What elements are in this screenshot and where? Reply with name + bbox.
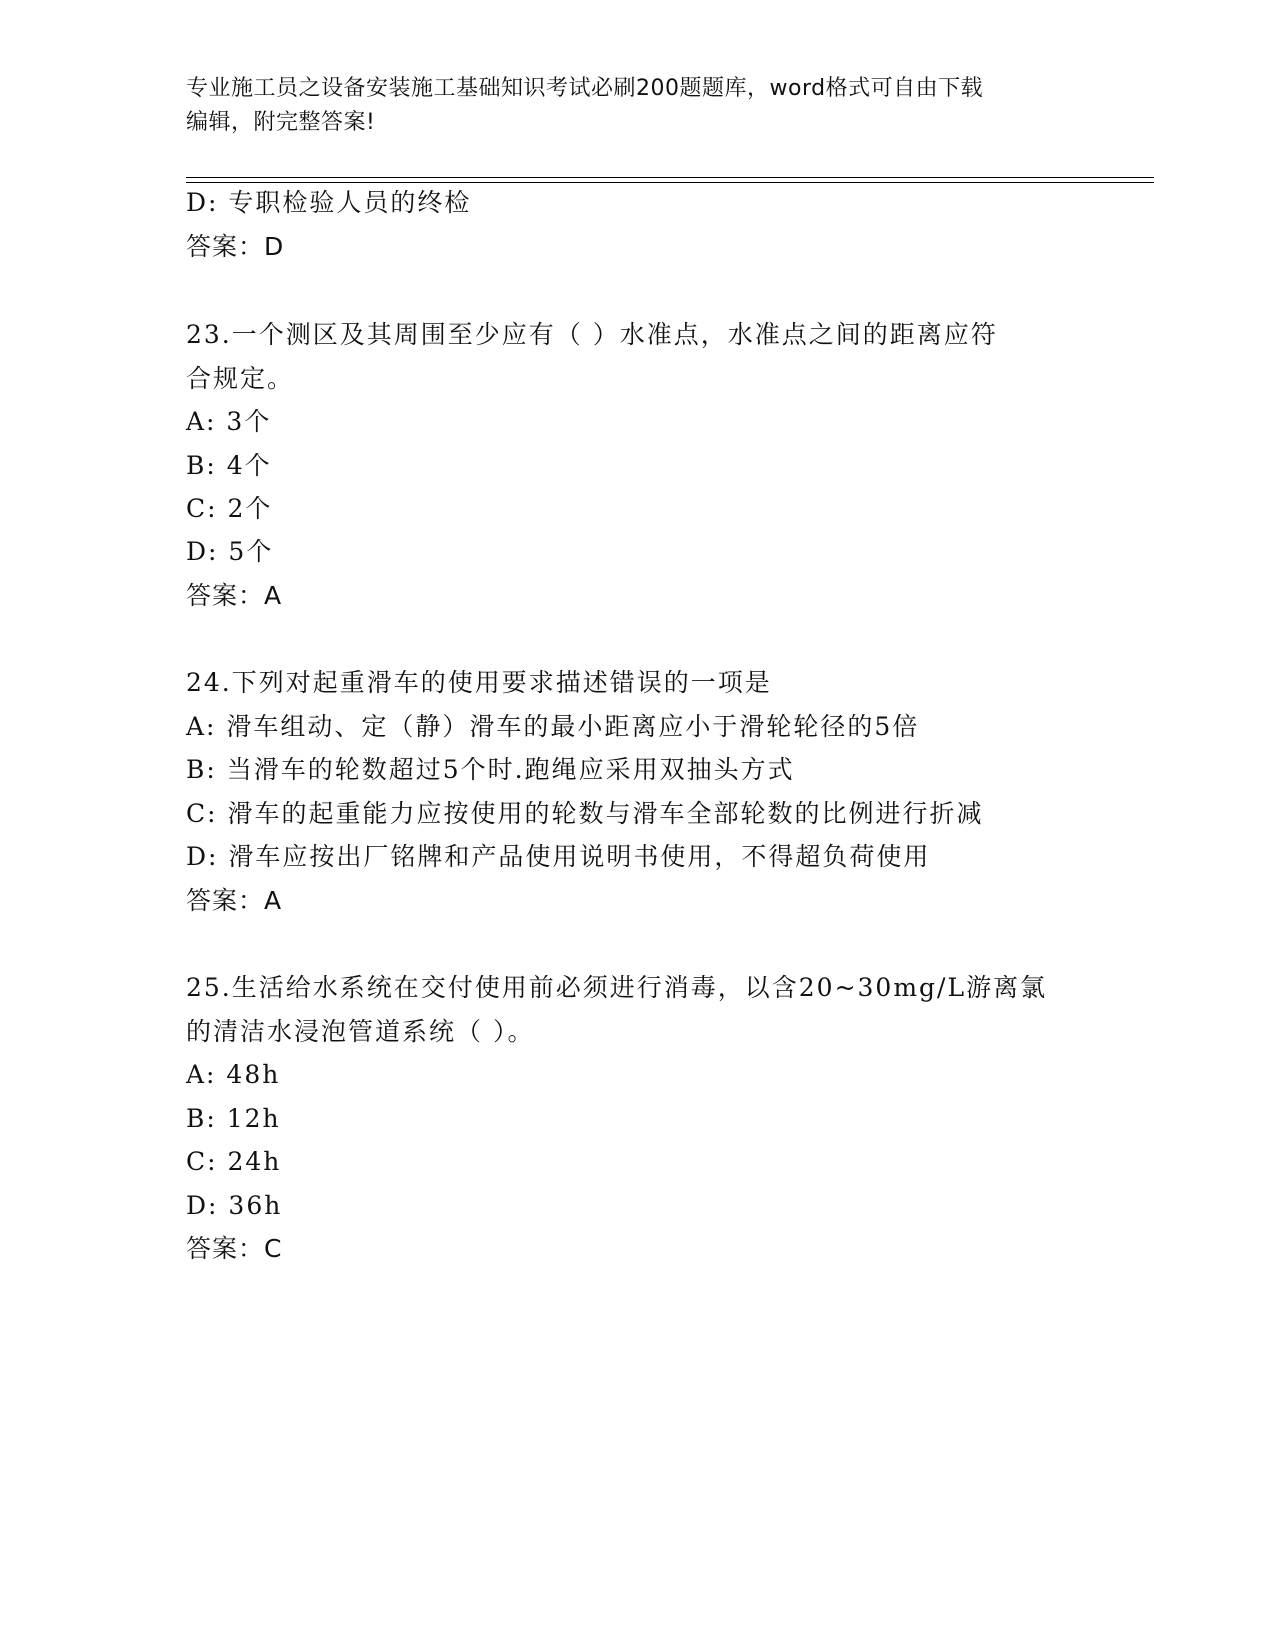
header-divider-bottom — [186, 182, 1154, 183]
prev-option-d: D: 专职检验人员的终检 — [186, 188, 472, 217]
q24-stem-line-1: 24.下列对起重滑车的使用要求描述错误的一项是 — [186, 668, 772, 697]
q24-option-c: C: 滑车的起重能力应按使用的轮数与滑车全部轮数的比例进行折减 — [186, 799, 984, 828]
q23-stem-line-2: 合规定。 — [186, 364, 295, 393]
header-title-line-1: 专业施工员之设备安装施工基础知识考试必刷200题题库，word格式可自由下载 — [186, 76, 984, 101]
q23-option-c: C: 2个 — [186, 494, 273, 523]
prev-answer: 答案：D — [186, 232, 285, 261]
q23-option-d: D: 5个 — [186, 537, 274, 566]
q23-option-a: A: 3个 — [186, 407, 272, 436]
q25-option-c: C: 24h — [186, 1147, 282, 1176]
q25-option-a: A: 48h — [186, 1060, 281, 1089]
q25-option-b: B: 12h — [186, 1104, 281, 1133]
q25-stem-line-1: 25.生活给水系统在交付使用前必须进行消毒，以含20~30mg/L游离氯 — [186, 973, 1048, 1002]
q23-option-b: B: 4个 — [186, 451, 272, 480]
q25-stem-line-2: 的清洁水浸泡管道系统（ ）。 — [186, 1017, 535, 1046]
document-header — [186, 72, 1086, 140]
q24-option-b: B: 当滑车的轮数超过5个时.跑绳应采用双抽头方式 — [186, 755, 795, 784]
q25-option-d: D: 36h — [186, 1191, 283, 1220]
q25-answer: 答案：C — [186, 1234, 283, 1263]
q23-stem-line-1: 23.一个测区及其周围至少应有（ ）水准点，水准点之间的距离应符 — [186, 320, 998, 349]
header-divider-top — [186, 177, 1154, 178]
header-title-line-2: 编辑，附完整答案! — [186, 110, 376, 135]
q24-answer: 答案：A — [186, 886, 283, 915]
q23-answer: 答案：A — [186, 581, 283, 610]
q24-option-d: D: 滑车应按出厂铭牌和产品使用说明书使用，不得超负荷使用 — [186, 842, 931, 871]
q24-option-a: A: 滑车组动、定（静）滑车的最小距离应小于滑轮轮径的5倍 — [186, 712, 920, 741]
